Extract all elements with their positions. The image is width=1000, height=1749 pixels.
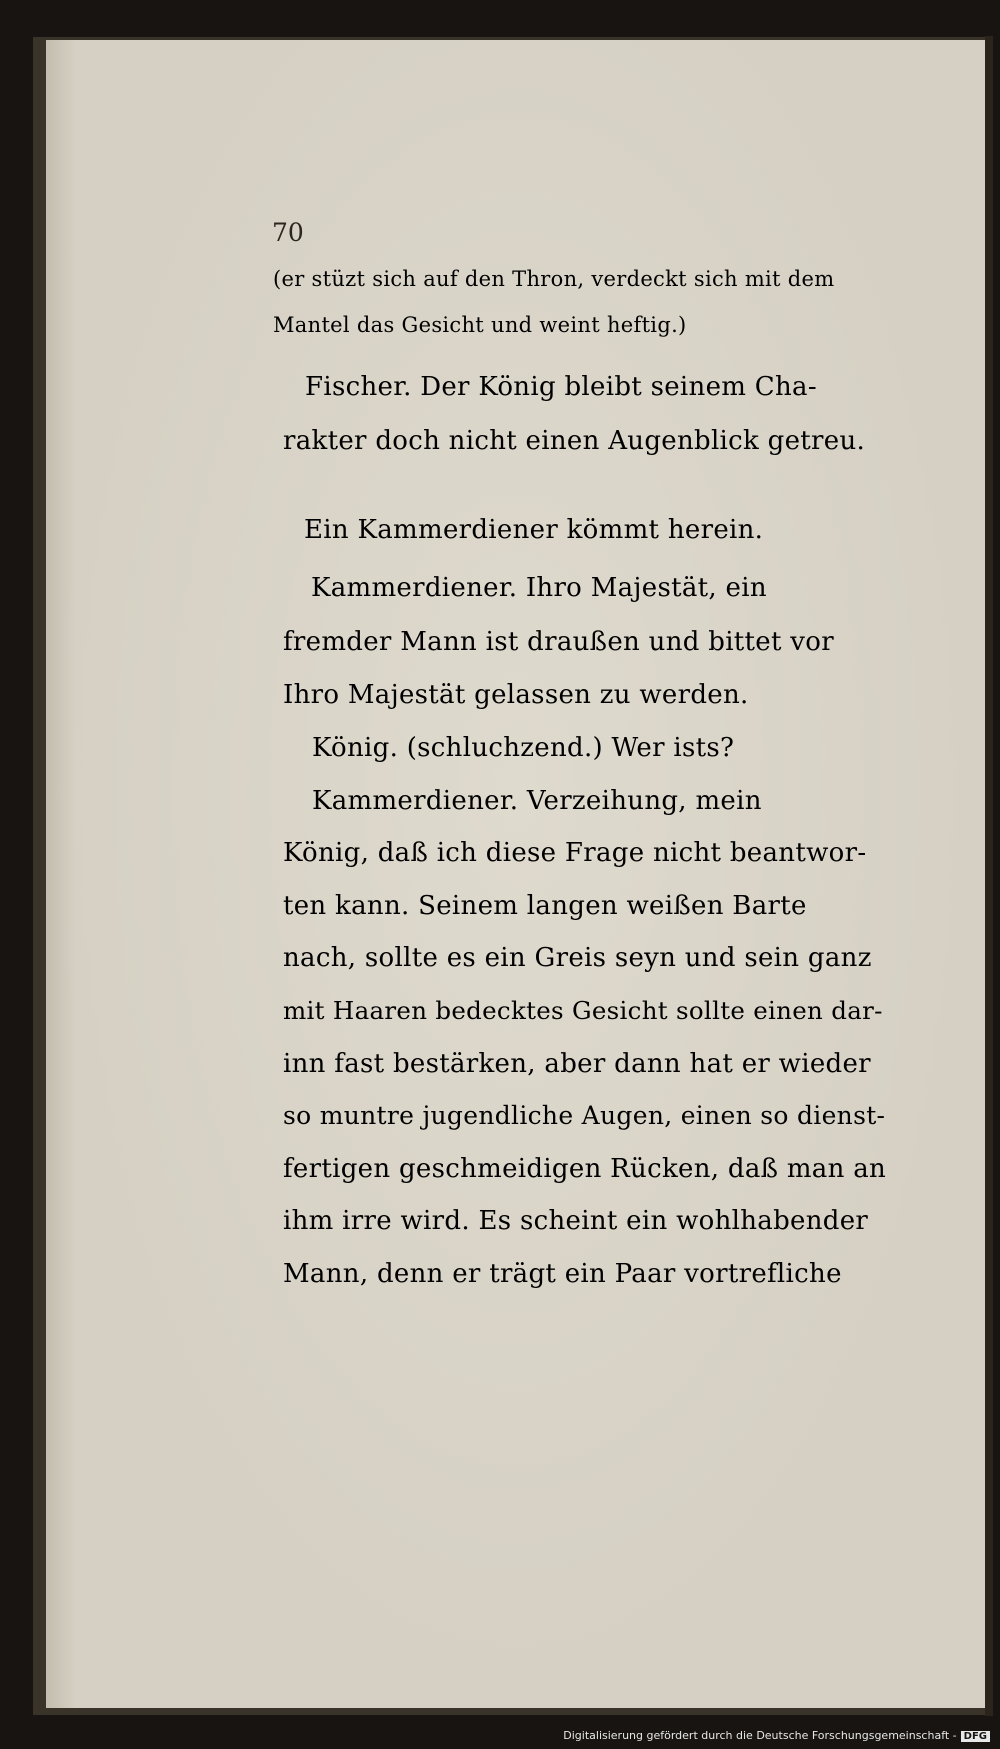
- text-line: König, daß ich diese Frage nicht beantwor-: [283, 838, 867, 868]
- text-line: ihm irre wird. Es scheint ein wohlhabender: [283, 1206, 869, 1236]
- text-line: Mantel das Gesicht und weint heftig.): [273, 313, 687, 337]
- dfg-logo: DFG: [961, 1731, 990, 1742]
- digitization-footer: [563, 1729, 990, 1742]
- text-line: Fischer. Der König bleibt seinem Cha-: [305, 372, 817, 402]
- text-line: König. (schluchzend.) Wer ists?: [312, 733, 735, 763]
- text-line: nach, sollte es ein Greis seyn und sein ganz: [283, 943, 872, 973]
- text-line: ten kann. Seinem langen weißen Barte: [283, 891, 807, 921]
- page-number: 70: [272, 218, 304, 247]
- page-right-edge: [985, 36, 993, 1716]
- text-line: mit Haaren bedecktes Gesicht sollte einen dar-: [283, 996, 883, 1025]
- text-line: Mann, denn er trägt ein Paar vortrefliche: [283, 1259, 842, 1289]
- footer-text: Digitalisierung gefördert durch die Deutsche Forschungsgemeinschaft -: [563, 1729, 957, 1742]
- text-line: inn fast bestärken, aber dann hat er wieder: [283, 1049, 871, 1079]
- text-line: so muntre jugendliche Augen, einen so dienst-: [283, 1101, 886, 1130]
- text-line: (er stüzt sich auf den Thron, verdeckt sich mit dem: [273, 267, 835, 291]
- text-line: fertigen geschmeidigen Rücken, daß man an: [283, 1154, 887, 1184]
- text-line: fremder Mann ist draußen und bittet vor: [283, 627, 834, 657]
- text-line: rakter doch nicht einen Augenblick getreu.: [283, 426, 866, 456]
- text-line: Kammerdiener. Ihro Majestät, ein: [311, 573, 767, 603]
- text-line: Kammerdiener. Verzeihung, mein: [312, 786, 762, 816]
- text-line: Ihro Majestät gelassen zu werden.: [283, 680, 749, 710]
- stage-direction-line: Ein Kammerdiener kömmt herein.: [304, 515, 764, 545]
